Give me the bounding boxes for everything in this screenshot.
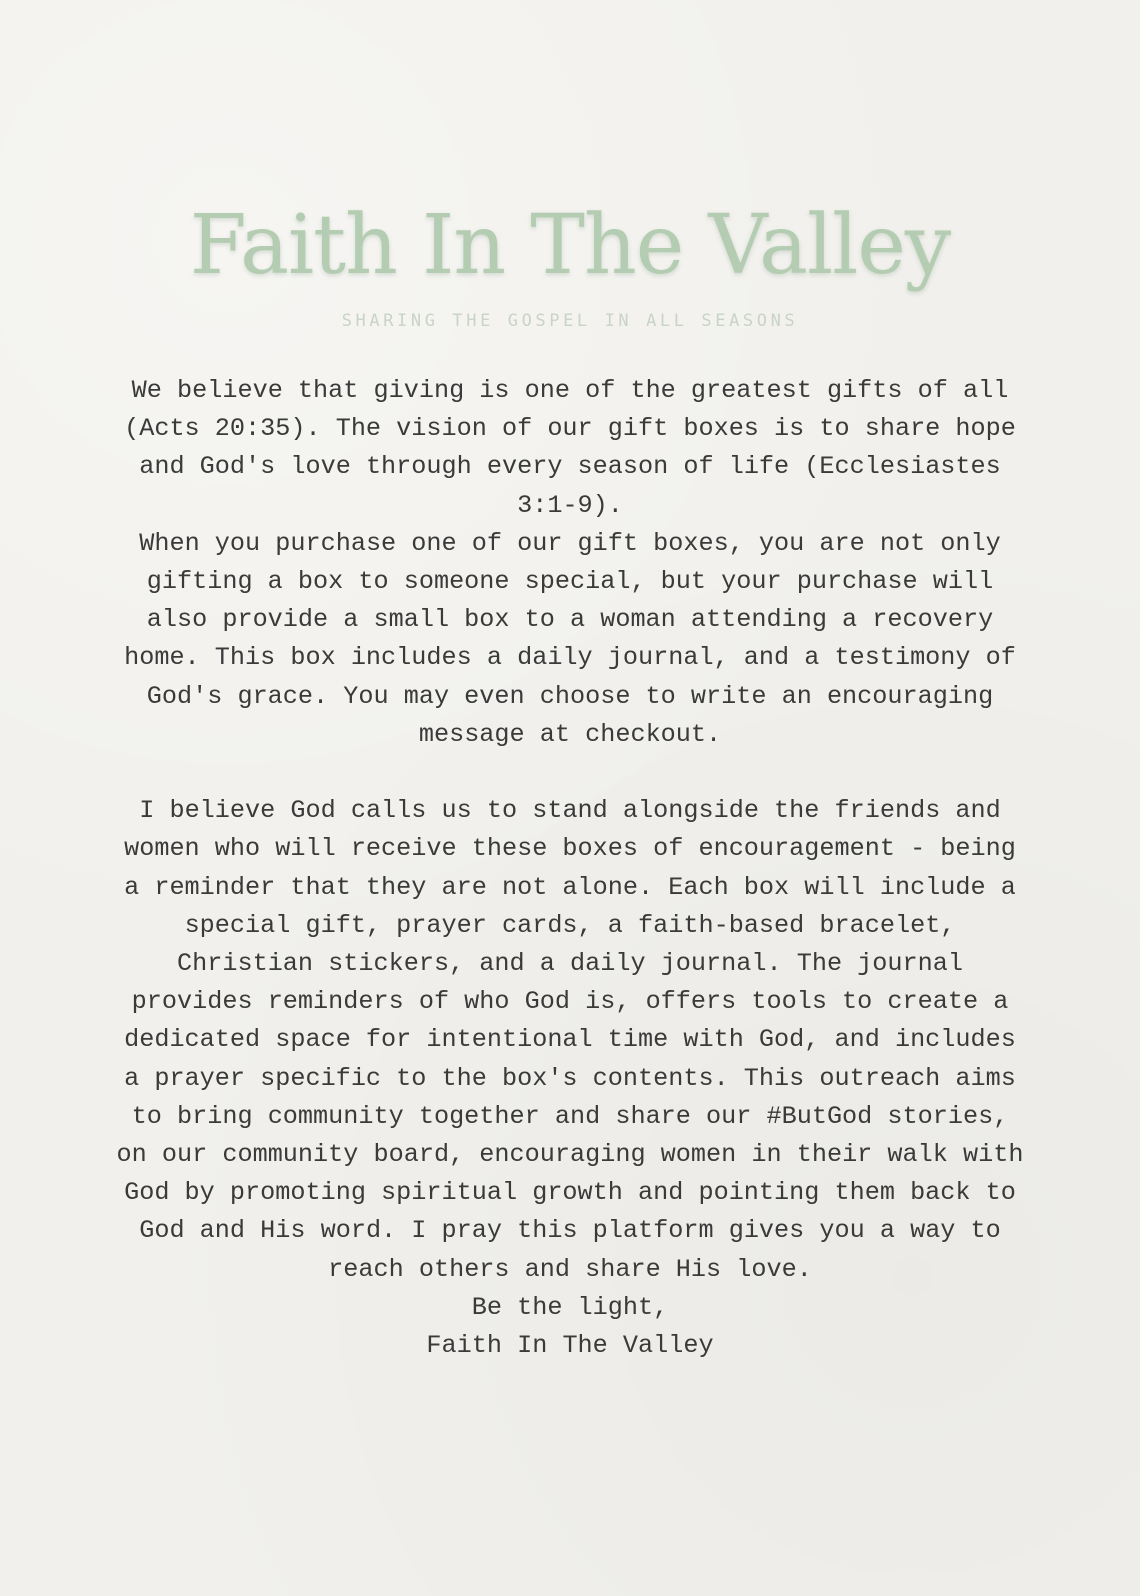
paragraph-outreach: I believe God calls us to stand alongside the friends and women who will receive these boxes of encouragement - being a reminder that they are not alone. Each box will include a special gift, prayer cards, a faith-based bracelet, Christian stickers, and a daily journal. The journal provides reminders of who God is, offers tools to create a dedicated space for intentional time with God, and includes a prayer specific to the box's contents. This outreach aims to bring community together and share our #ButGod stories, on our community board, encouraging women in their walk with God by promoting spiritual growth and pointing them back to God and His word. I pray this platform gives you a way to reach others and share His love. xyxy=(116,796,1024,1284)
page-subtitle: SHARING THE GOSPEL IN ALL SEASONS xyxy=(341,311,799,331)
page-title: Faith In The Valley xyxy=(189,198,951,293)
signature: Faith In The Valley xyxy=(426,1331,714,1361)
paragraph-spacer xyxy=(110,754,1030,792)
closing-line: Be the light, xyxy=(471,1292,669,1322)
paragraph-purchase-impact: When you purchase one of our gift boxes, you are not only gifting a box to someone special, but your purchase will also provide a small box to a woman attending a recovery home. This box includes a daily journal, and a testimony of God's grace. You may even choose to write an encouraging message at checkout. xyxy=(124,528,1016,749)
paragraph-giving-vision: We believe that giving is one of the greatest gifts of all (Acts 20:35). The vision of our gift boxes is to share hope and God's love through every season of life (Ecclesiastes 3:1-9). xyxy=(124,376,1016,520)
body-text xyxy=(110,372,1030,1365)
